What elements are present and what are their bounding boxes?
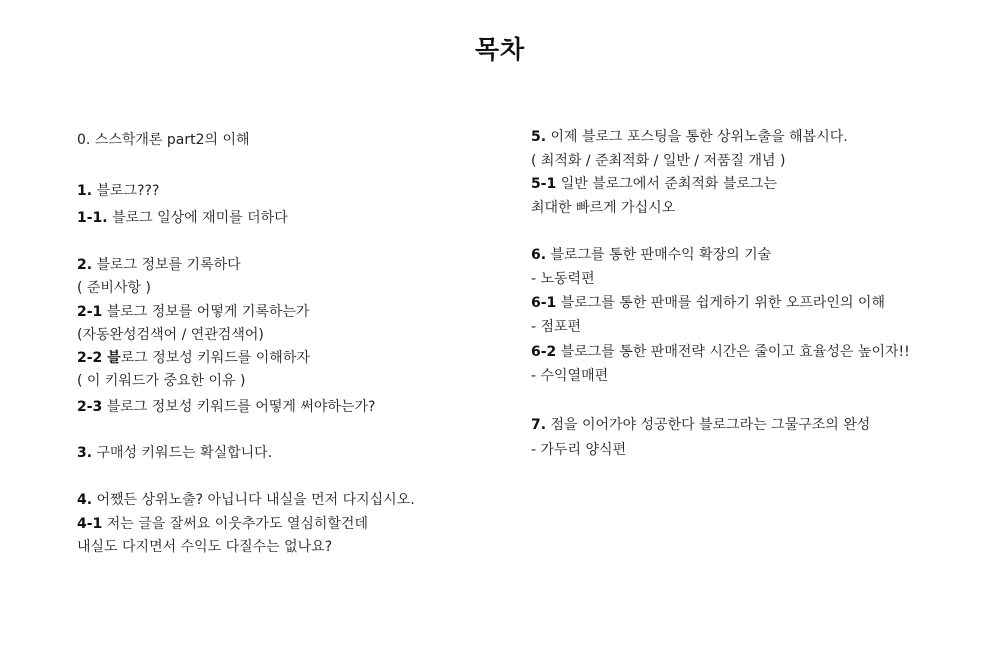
toc-entry	[531, 270, 595, 288]
toc-entry-number: 5-1	[531, 176, 557, 192]
toc-entry-text: - 가두리 양식편	[531, 442, 627, 458]
toc-entry-number: 2.	[77, 257, 93, 273]
toc-entry	[77, 279, 151, 297]
toc-entry	[77, 515, 368, 533]
toc-entry	[77, 182, 159, 200]
toc-entry-number: 6.	[531, 247, 547, 263]
toc-entry-text: 블로그를 통한 판매수익 확장의 기술	[546, 247, 772, 263]
toc-entry-number: 1-1.	[77, 210, 108, 226]
toc-entry-text: 블로그를 통한 판매를 쉽게하기 위한 오프라인의 이해	[556, 295, 885, 311]
toc-entry	[77, 256, 241, 274]
toc-entry-number: 3.	[77, 445, 93, 461]
toc-entry-number: 2-3	[77, 399, 103, 415]
toc-entry-text: 저는 글을 잘써요 이웃추가도 열심히할건데	[102, 516, 368, 532]
toc-entry	[531, 343, 910, 361]
page-title: 목차	[474, 35, 526, 64]
toc-entry-text: ( 최적화 / 준최적화 / 일반 / 저품질 개념 )	[531, 153, 786, 169]
toc-entry-text: 블로그???	[92, 183, 160, 199]
toc-entry	[531, 318, 581, 336]
toc-entry-number: 7.	[531, 417, 547, 433]
toc-entry	[77, 349, 310, 367]
toc-entry	[531, 152, 785, 170]
toc-entry-number: 1.	[77, 183, 93, 199]
toc-entry-text: 구매성 키워드는 확실합니다.	[92, 445, 273, 461]
toc-entry-text: 블로그 정보성 키워드를 어떻게 써야하는가?	[102, 399, 376, 415]
toc-entry-text: 어쨌든 상위노출? 아닙니다 내실을 먼저 다지십시오.	[92, 492, 415, 508]
toc-entry	[531, 199, 675, 217]
toc-entry	[77, 398, 375, 416]
toc-entry-text: 일반 블로그에서 준최적화 블로그는	[556, 176, 777, 192]
toc-entry-text: 블로그를 통한 판매전략 시간은 줄이고 효율성은 높이자!!	[556, 344, 910, 360]
toc-entry	[77, 444, 272, 462]
toc-entry-text: - 노동력편	[531, 271, 595, 287]
toc-entry	[77, 326, 264, 344]
toc-entry-text: ( 이 키워드가 중요한 이유 )	[77, 373, 246, 389]
toc-entry	[531, 367, 608, 385]
toc-entry	[77, 131, 250, 149]
toc-entry	[77, 538, 332, 556]
toc-entry-text: ( 준비사항 )	[77, 280, 151, 296]
toc-entry	[531, 294, 885, 312]
toc-entry-text: 점을 이어가야 성공한다 블로그라는 그물구조의 완성	[546, 417, 871, 433]
toc-entry	[77, 372, 245, 390]
toc-entry	[531, 416, 870, 434]
toc-entry-number: 4-1	[77, 516, 103, 532]
toc-entry-text: 최대한 빠르게 가십시오	[531, 200, 676, 216]
toc-entry-text: - 수익열매편	[531, 368, 609, 384]
toc-entry-text: 0. 스스학개론 part2의 이해	[77, 132, 250, 148]
toc-entry	[531, 441, 626, 459]
toc-entry-text: 내실도 다지면서 수익도 다질수는 없나요?	[77, 539, 333, 555]
toc-entry-text: 이제 블로그 포스팅을 통한 상위노출을 해봅시다.	[546, 129, 848, 145]
toc-entry-text: 블로그 정보를 어떻게 기록하는가	[102, 304, 310, 320]
toc-entry-text: - 점포편	[531, 319, 582, 335]
toc-entry-number: 6-1	[531, 295, 557, 311]
toc-entry-text: 로그 정보성 키워드를 이해하자	[120, 350, 310, 366]
toc-entry	[531, 175, 777, 193]
toc-entry-number: 2-2 블	[77, 350, 121, 366]
toc-entry	[531, 246, 771, 264]
toc-entry-number: 5.	[531, 129, 547, 145]
toc-entry	[77, 491, 415, 509]
toc-entry-text: 블로그 일상에 재미를 더하다	[107, 210, 288, 226]
toc-entry-text: (자동완성검색어 / 연관검색어)	[77, 327, 264, 343]
toc-entry-text: 블로그 정보를 기록하다	[92, 257, 241, 273]
toc-entry-number: 6-2	[531, 344, 557, 360]
toc-entry	[77, 209, 288, 227]
toc-entry	[531, 128, 848, 146]
toc-entry-number: 2-1	[77, 304, 103, 320]
toc-entry	[77, 303, 309, 321]
toc-entry-number: 4.	[77, 492, 93, 508]
